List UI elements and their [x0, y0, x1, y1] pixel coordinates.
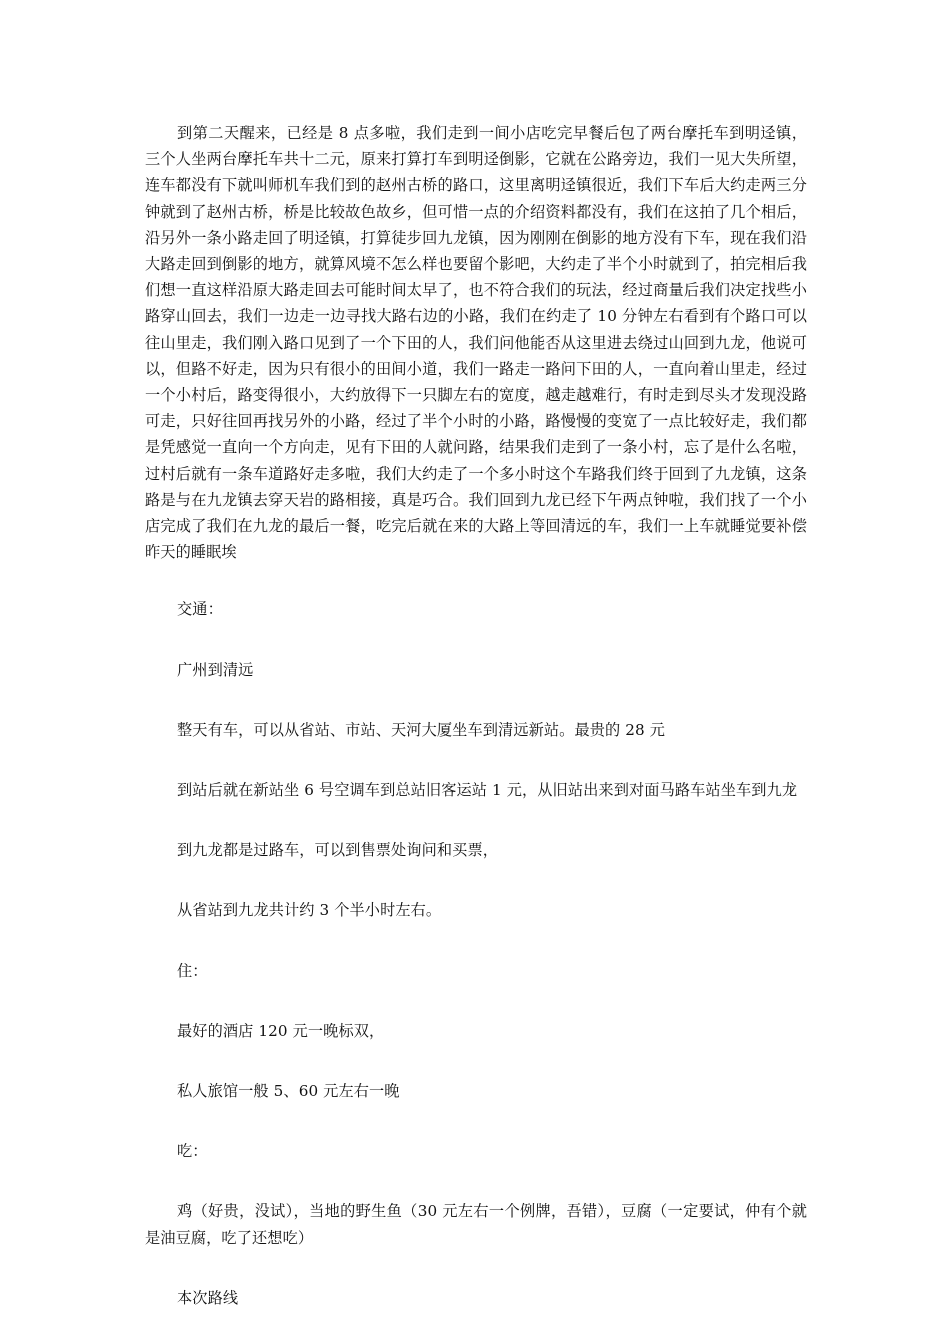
paragraph-hotel-price: 最好的酒店 120 元一晚标双，	[177, 1021, 385, 1040]
paragraph-lodging-heading: 住：	[177, 961, 208, 980]
paragraph-travel-time: 从省站到九龙共计约 3 个半小时左右。	[177, 901, 442, 920]
document-body	[145, 120, 807, 1311]
paragraph-transfer-instructions: 到站后就在新站坐 6 号空调车到总站旧客运站 1 元，从旧站出来到对面马路车站坐车到九龙	[177, 781, 798, 800]
paragraph-guangzhou-to-qingyuan: 广州到清远	[177, 660, 254, 679]
paragraph-ticket-info: 到九龙都是过路车，可以到售票处询问和买票，	[177, 841, 499, 860]
paragraph-guesthouse-price: 私人旅馆一般 5、60 元左右一晚	[177, 1082, 400, 1101]
paragraph-transport-heading: 交通：	[177, 600, 223, 619]
paragraph-food-heading: 吃：	[177, 1142, 208, 1161]
paragraph-food-recommendations: 鸡（好贵，没试），当地的野生鱼（30 元左右一个例牌，吾错），豆腐（一定要试，仲有个就是油豆腐，吃了还想吃）	[145, 1202, 807, 1247]
paragraph-bus-schedule: 整天有车，可以从省站、市站、天河大厦坐车到清远新站。最贵的 28 元	[177, 720, 666, 739]
paragraph-day-two-narrative: 到第二天醒来，已经是 8 点多啦，我们走到一间小店吃完早餐后包了两台摩托车到明迳镇，三个人坐两台摩托车共十二元，原来打算打车到明迳倒影，它就在公路旁边，我们一见大失所望，连车都没有下就叫师机车我们到的赵州古桥的路口，这里离明迳镇很近，我们下车后大约走两三分钟就到了赵州古桥，桥是比较故色故乡，但可惜一点的介绍资料都没有，我们在这拍了几个相后，沿另外一条小路走回了明迳镇，打算徒步回九龙镇，因为刚刚在倒影的地方没有下车，现在我们沿大路走回到倒影的地方，就算风境不怎么样也要留个影吧，大约走了半个小时就到了，拍完相后我们想一直这样沿原大路走回去可能时间太早了，也不符合我们的玩法，经过商量后我们决定找些小路穿山回去，我们一边走一边寻找大路右边的小路，我们在约走了 10 分钟左右看到有个路口可以往山里走，我们刚入路口见到了一个下田的人，我们问他能否从这里进去绕过山回到九龙，他说可以，但路不好走，因为只有很小的田间小道，我们一路走一路问下田的人，一直向着山里走，经过一个小村后，路变得很小，大约放得下一只脚左右的宽度，越走越难行，有时走到尽头才发现没路可走，只好往回再找另外的小路，经过了半个小时的小路，路慢慢的变宽了一点比较好走，我们都是凭感觉一直向一个方向走，见有下田的人就问路，结果我们走到了一条小村，忘了是什么名啦，过村后就有一条车道路好走多啦，我们大约走了一个多小时这个车路我们终于回到了九龙镇，这条路是与在九龙镇去穿天岩的路相接，真是巧合。我们回到九龙已经下午两点钟啦，我们找了一个小店完成了我们在九龙的最后一餐，吃完后就在来的大路上等回清远的车，我们一上车就睡觉要补偿昨天的睡眠埃	[145, 124, 807, 562]
paragraph-route-heading: 本次路线	[177, 1288, 239, 1307]
